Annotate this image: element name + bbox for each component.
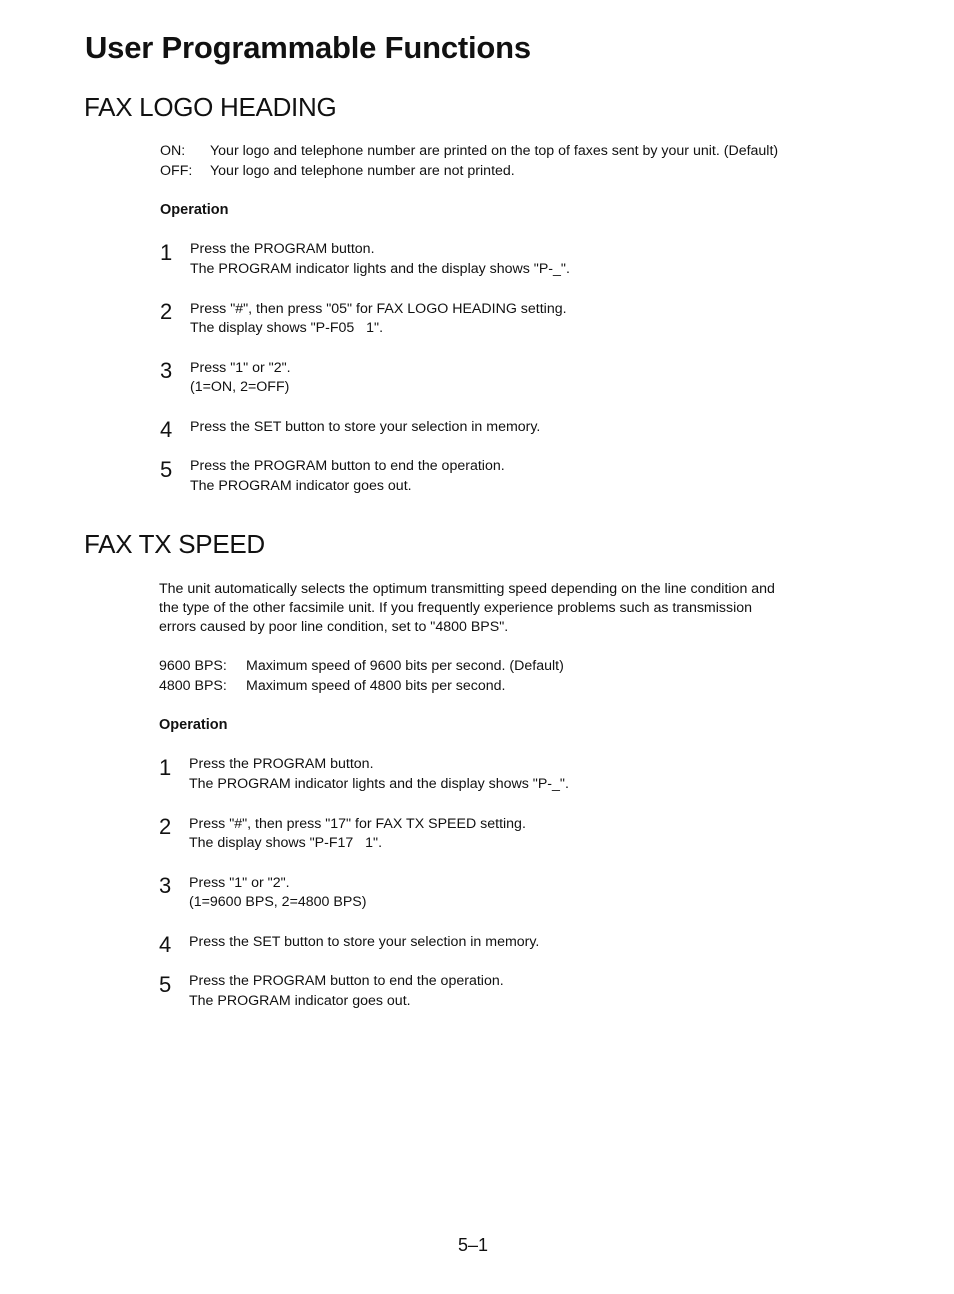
definition-term: ON: [160,143,186,159]
step-number: 4 [160,417,173,442]
step-text: Press the PROGRAM button to end the operation. [189,973,504,989]
step-text: Press "#", then press "05" for FAX LOGO HEADING setting. [190,301,567,317]
definition-text: Your logo and telephone number are printed on the top of faxes sent by your unit. (Default) [210,143,779,159]
operation-label: Operation [160,202,229,218]
step-text: Press the SET button to store your selection in memory. [190,419,541,435]
step-text: Press "#", then press "17" for FAX TX SPEED setting. [189,816,526,832]
definition-term: 4800 BPS: [159,678,227,694]
step-text: The display shows "P-F17 1". [189,835,383,851]
step-text: (1=ON, 2=OFF) [190,379,290,395]
step-number: 1 [159,755,172,780]
step-text: The PROGRAM indicator goes out. [189,993,411,1009]
step-text: Press the SET button to store your selection in memory. [189,934,540,950]
step-text: Press "1" or "2". [190,360,291,376]
definition-off [160,162,515,182]
intro-paragraph-line: The unit automatically selects the optimum transmitting speed depending on the line condition and [159,581,775,597]
definition-text: Your logo and telephone number are not printed. [210,163,515,179]
section-heading-fax-tx-speed: FAX TX SPEED [84,529,265,559]
step-number: 2 [159,814,172,839]
definition-9600 [159,657,564,677]
step-text: The PROGRAM indicator lights and the display shows "P-_". [190,261,570,277]
step-text: (1=9600 BPS, 2=4800 BPS) [189,894,367,910]
definition-term: OFF: [160,163,193,179]
definition-term: 9600 BPS: [159,658,227,674]
step-text: The PROGRAM indicator lights and the display shows "P-_". [189,776,569,792]
step-text: The display shows "P-F05 1". [190,320,384,336]
definition-text: Maximum speed of 9600 bits per second. (Default) [246,658,564,674]
definition-text: Maximum speed of 4800 bits per second. [246,678,506,694]
step-number: 3 [159,873,172,898]
step-number: 1 [160,240,173,265]
definition-on [160,142,778,162]
step-number: 4 [159,932,172,957]
page-number: 5–1 [458,1235,489,1255]
section-heading-fax-logo: FAX LOGO HEADING [84,92,337,122]
definition-4800 [159,677,505,697]
step-number: 3 [160,358,173,383]
intro-paragraph-line: errors caused by poor line condition, set to "4800 BPS". [159,619,509,635]
step-text: Press "1" or "2". [189,875,290,891]
step-text: The PROGRAM indicator goes out. [190,478,412,494]
step-number: 5 [159,972,172,997]
intro-paragraph-line: the type of the other facsimile unit. If you frequently experience problems such as transmission [159,600,753,616]
step-text: Press the PROGRAM button. [189,756,374,772]
step-number: 2 [160,299,173,324]
page-title: User Programmable Functions [85,30,531,65]
step-number: 5 [160,457,173,482]
step-text: Press the PROGRAM button to end the operation. [190,458,505,474]
operation-label: Operation [159,717,228,733]
step-text: Press the PROGRAM button. [190,241,375,257]
